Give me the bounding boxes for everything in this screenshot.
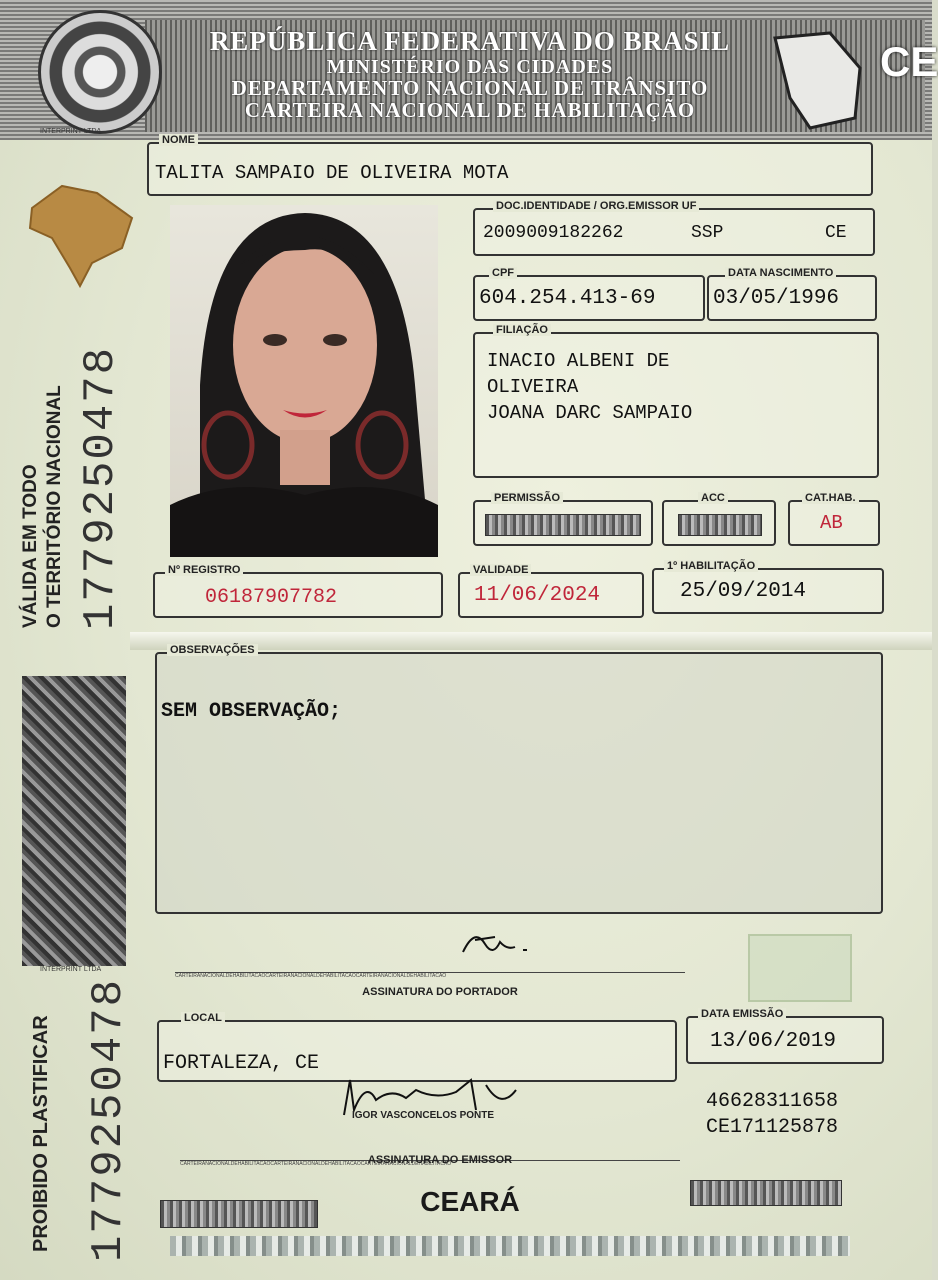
printer-label-bottom: INTERPRINT LTDA	[40, 966, 102, 973]
header-document: CARTEIRA NACIONAL DE HABILITAÇÃO	[244, 98, 696, 122]
header-ministry: MINISTÉRIO DAS CIDADES	[326, 56, 614, 78]
hologram-right	[690, 1180, 842, 1206]
acc-field	[662, 492, 776, 546]
holder-microtext-line: CARTEIRANACIONALDEHABILITACAOCARTEIRANACIONALDEHABILITACAOCARTEIRANACIONALDEHABILITACAO	[175, 972, 685, 979]
cpf-field	[473, 267, 705, 321]
category-field	[788, 492, 880, 546]
state-code-text: CE	[880, 38, 938, 85]
side-territory: O TERRITÓRIO NACIONAL	[44, 385, 65, 628]
issue-date-label: DATA EMISSÃO	[698, 1008, 786, 1020]
hologram-left	[160, 1200, 318, 1228]
acc-label: ACC	[698, 492, 728, 504]
acc-redacted	[678, 514, 762, 536]
security-logo-icon	[748, 934, 852, 1002]
first-license-value: 25/09/2014	[680, 580, 807, 603]
category-value: AB	[820, 512, 843, 534]
permission-label: PERMISSÃO	[491, 492, 563, 504]
holder-signature-label: ASSINATURA DO PORTADOR	[362, 986, 518, 998]
cpf-label: CPF	[489, 267, 517, 279]
observations-field	[155, 644, 883, 914]
issue-date-value: 13/06/2019	[710, 1030, 837, 1053]
validity-label: VALIDADE	[470, 564, 531, 576]
name-field	[147, 134, 873, 196]
security-strip	[22, 676, 126, 966]
brazil-map-icon	[22, 178, 140, 290]
permission-redacted	[485, 514, 641, 536]
issue-date-field	[686, 1008, 884, 1064]
name-label: NOME	[159, 134, 198, 146]
birth-date-field	[707, 267, 877, 321]
parentage-label: FILIAÇÃO	[493, 324, 551, 336]
holder-photo	[170, 205, 438, 557]
state-name: CEARÁ	[420, 1186, 520, 1217]
id-document-field	[473, 200, 875, 256]
id-document-label: DOC.IDENTIDADE / ORG.EMISSOR UF	[493, 200, 699, 212]
code-1: 46628311658	[706, 1090, 839, 1113]
issuer-name: IGOR VASCONCELOS PONTE	[352, 1110, 495, 1121]
side-validity: VÁLIDA EM TODO	[20, 464, 41, 628]
registration-label: Nº REGISTRO	[165, 564, 243, 576]
validity-field	[458, 564, 644, 618]
parentage-line-3: JOANA DARC SAMPAIO	[487, 402, 693, 424]
cpf-value: 604.254.413-69	[479, 287, 656, 310]
name-value: TALITA SAMPAIO DE OLIVEIRA MOTA	[155, 162, 509, 184]
first-license-field	[652, 560, 884, 614]
serial-number-bottom: 1779250478	[84, 977, 134, 1262]
first-license-label: 1º HABILITAÇÃO	[664, 560, 758, 572]
code-2: CE171125878	[706, 1116, 839, 1139]
location-value: FORTALEZA, CE	[163, 1052, 320, 1075]
ceara-map-icon	[770, 28, 870, 138]
parentage-field	[473, 324, 879, 478]
side-prohibited: PROIBIDO PLASTIFICAR	[30, 1015, 52, 1252]
issuer-microtext-line: CARTEIRANACIONALDEHABILITACAOCARTEIRANACIONALDEHABILITACAOCARTEIRANACIONALDEHABILITACAO	[180, 1160, 680, 1167]
id-document-issuer: SSP	[691, 223, 724, 243]
header-department: DEPARTAMENTO NACIONAL DE TRÂNSITO	[231, 76, 709, 100]
parentage-line-2: OLIVEIRA	[487, 376, 579, 398]
registration-field	[153, 564, 443, 618]
printer-label-top: INTERPRINT LTDA	[40, 128, 102, 135]
state-code	[880, 38, 938, 85]
validity-value: 11/06/2024	[474, 584, 601, 607]
location-label: LOCAL	[181, 1012, 225, 1024]
issuer-signature-label: ASSINATURA DO EMISSOR	[367, 1154, 513, 1166]
portrait-illustration	[170, 205, 438, 557]
birth-date-value: 03/05/1996	[713, 287, 840, 310]
parentage-line-1: INACIO ALBENI DE	[487, 350, 670, 372]
observations-label: OBSERVAÇÕES	[167, 644, 258, 656]
hologram-strip-bottom	[170, 1236, 850, 1256]
category-label: CAT.HAB.	[802, 492, 859, 504]
header-country: REPÚBLICA FEDERATIVA DO BRASIL	[209, 26, 731, 56]
permission-field	[473, 492, 653, 546]
id-document-uf: CE	[825, 223, 847, 243]
birth-date-label: DATA NASCIMENTO	[725, 267, 836, 279]
serial-number-top: 1779250478	[76, 345, 126, 630]
id-document-number: 2009009182262	[483, 223, 624, 243]
observations-value: SEM OBSERVAÇÃO;	[161, 700, 342, 723]
holder-signature	[455, 922, 545, 962]
registration-value: 06187907782	[205, 586, 338, 609]
coat-of-arms-icon	[38, 10, 162, 134]
